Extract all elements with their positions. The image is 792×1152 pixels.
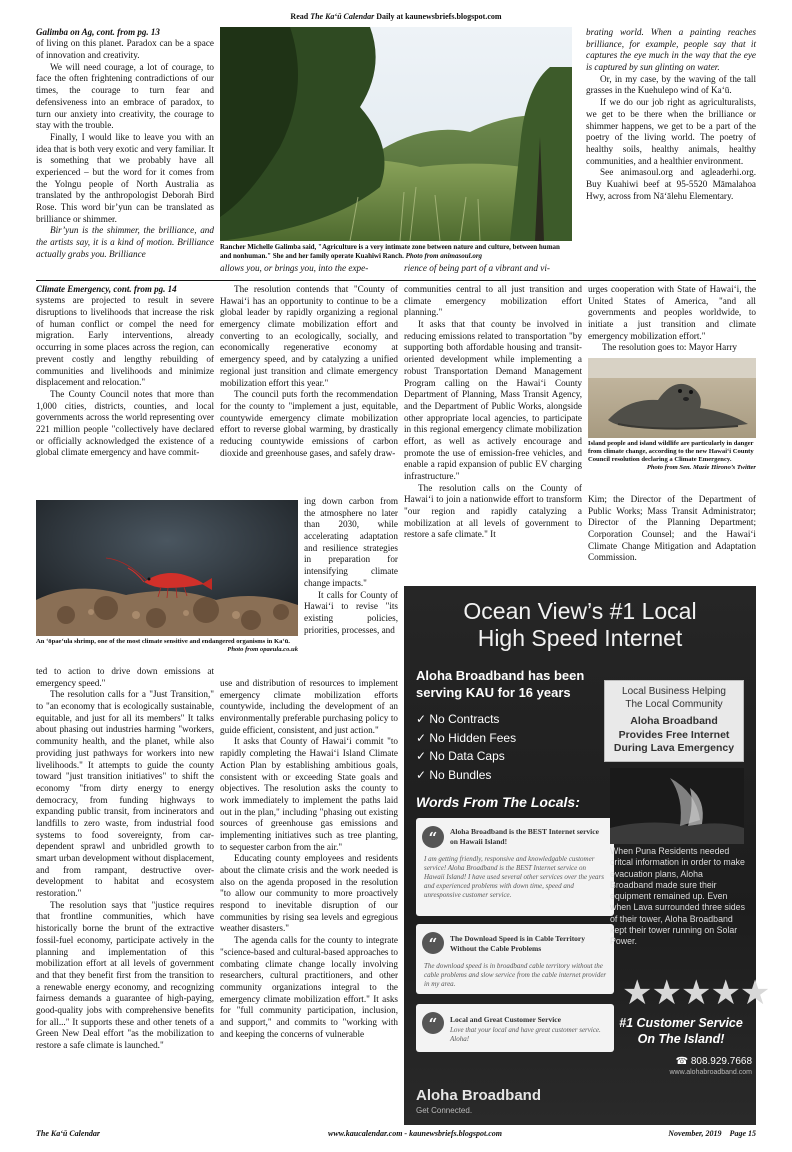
- climate-c3-p3: The resolution calls on the County of Hawai‘i to join a nationwide effort to transform "our region and rapidly catalyzing a mobilization at all levels of government to restore a safe climate." It: [404, 482, 582, 540]
- quote-icon: “: [422, 1012, 444, 1034]
- header-publication: The Ka‘ū Calendar: [310, 12, 375, 21]
- galimba-p4: Bir’yun is the shimmer, the brilliance, and the artists say, it is a kind of motion. Brilliance actually grabs you. Brilliance: [36, 225, 214, 259]
- rating-stars: ★★★★★: [622, 974, 770, 1012]
- climate-c2-p3: use and distribution of resources to implement emergency climate mobilization efforts countywide, including the development of an environmentally preferable purchasing policy to guide efficient, consistent, and just action.": [220, 678, 398, 735]
- climate-column-4b: [588, 494, 756, 564]
- footer-websites: www.kaucalendar.com - kaunewsbriefs.blogspot.com: [328, 1129, 502, 1138]
- lava-photo: [610, 768, 744, 844]
- ad-benefits-list: [416, 710, 596, 784]
- climate-c3-p1: communities central to all just transition and climate emergency mobilization effort planning.": [404, 284, 582, 318]
- climate-c2-wrap2: It calls for County of Hawai‘i to revise "its existing policies, priorities, processes, and: [304, 589, 398, 635]
- climate-column-4: [588, 284, 756, 354]
- quote-icon: “: [422, 826, 444, 848]
- footer-date-page: November, 2019 Page 15: [668, 1129, 756, 1138]
- phone-number: ☎ 808.929.7668: [675, 1056, 752, 1067]
- climate-column-2: [220, 284, 398, 459]
- climate-column-1: [36, 284, 214, 459]
- seal-photo: [588, 358, 756, 438]
- galimba-p1: of living on this planet. Paradox can be a space of innovation and creativity.: [36, 38, 214, 61]
- testimonial-body: The download speed is in broadband cable territory without the cable problems and slow service from the cable internet provider in my area.: [424, 962, 607, 989]
- climate-column-1b: [36, 666, 214, 1052]
- climate-c4-p2: The resolution goes to: Mayor Harry: [602, 342, 737, 353]
- section-divider: [36, 280, 756, 281]
- climate-column-2-wrap: [304, 496, 398, 636]
- ad-website: www.alohabroadband.com: [669, 1069, 752, 1076]
- ranch-photo: [220, 27, 572, 241]
- climate-c1-p2: The County Council notes that more than 1,000 cities, districts, counties, and local governments across the world representing over 221 million people "collectively have declared or officially acknowledged the existence of a global climate emergency and have commit-: [36, 388, 214, 458]
- ad-serving: Aloha Broadband has been serving KAU for 16 years: [416, 668, 585, 700]
- climate-c4-p3: Kim; the Director of the Department of Public Works; Mass Transit Administrator; Director of the Planning Department; Corporation Counsel; and the Hawai‘i Climate Change Mitigation and Adaptation Commission.: [588, 494, 756, 563]
- galimba-p3: Finally, I would like to leave you with an idea that is both very exotic and very familiar. It is something that we probably have all experienced – but the word for it comes from the Yolngu people of North Australia as translated by the anthropologist Deborah Bird Rose. This word bir’yun can be translated as brilliance or shimmer.: [36, 131, 214, 224]
- climate-c2-p1: The resolution contends that "County of Hawai‘i has an opportunity to continue to be a global leader by rapidly organizing a regional emergency climate mobilization effort and converting to an ecologically, socially, and economically regenerative economy at emergency speed, and by catalyzing a unified regional just transition and climate emergency mobilization effort this year.": [220, 284, 398, 388]
- galimba-span-a: allows you, or brings you, into the expe-: [220, 263, 369, 273]
- climate-c1-p5: The resolution says that "justice requires that frontline communities, which have historically borne the brunt of the extractive fossil-fuel economy, participate actively in the planning and implementation of this mobilization effort at all levels of government and that they benefit first from the transition to a renewable energy economy, and recognizing fairness demands a guarantee of high-paying, good-quality jobs with comprehensive benefits for all..." It supports these and other tenets of a Green New Deal effort "as the mobilization to restore a safe climate is launched.": [36, 899, 214, 1050]
- ad-benefit: ✓ No Contracts: [416, 712, 500, 726]
- ad-words-heading: Words From The Locals:: [416, 794, 580, 810]
- testimonial-title: The Download Speed is in Cable Territory Without the Cable Problems: [450, 934, 586, 953]
- testimonial-body: Love that your local and have great customer service. Aloha!: [450, 1026, 601, 1044]
- seal-caption: Island people and island wildlife are particularly in danger from climate change, according to the new Hawai‘i County Council resolution declaring a Climate Emergency. Photo from Sen. Mazie Hirono’s Twitter: [588, 440, 756, 472]
- climate-c1-p1: systems are projected to result in severe disruptions to livelihoods that increase the risk of human conflict or compel the need for migration. Early interventions, already occurring in some places across the region, can prevent costly and lengthy rebuilding of communities and livelihoods and minimize displacement and relocation.": [36, 295, 214, 388]
- testimonial-title: Local and Great Customer Service: [450, 1015, 561, 1024]
- testimonial-card: [416, 924, 614, 994]
- ranch-caption: Rancher Michelle Galimba said, "Agriculture is a very intimate zone between nature and culture, between human and nonhuman." She and her family operate Kuahiwi Ranch. Photo from animasoul.org: [220, 243, 560, 260]
- seal-photo-credit: Photo from Sen. Mazie Hirono’s Twitter: [646, 464, 756, 472]
- shrimp-photo-credit: Photo from opaeula.co.uk: [227, 646, 298, 654]
- customer-service-claim: #1 Customer Service On The Island!: [619, 1016, 743, 1046]
- shrimp-photo: [36, 500, 298, 636]
- local-business-box: Local Business Helping The Local Community Aloha Broadband Provides Free Internet During Lava Emergency: [604, 680, 744, 762]
- shrimp-caption: An ‘ōpae‘ula shrimp, one of the most climate sensitive and endangered organisms in Ka‘ū. Photo from opaeula.co.uk: [36, 638, 298, 654]
- ranch-photo-credit: Photo from animasoul.org: [405, 251, 483, 260]
- phone-icon: ☎: [675, 1056, 689, 1067]
- ad-benefit: ✓ No Bundles: [416, 767, 492, 782]
- testimonial-body: I am getting friendly, responsive and knowledgable customer service! Aloha Broadband is the BEST Internet service on Hawaii Island! I have used several other services over the years and experienced problems with down time, speed and unresponsive customer service.: [424, 855, 605, 900]
- climate-c1-p4: The resolution calls for a "Just Transition," to "an economy that is ecologically sustainable, equitable, and just for all its members" It talks about phasing out industries harming "workers, community health, and the planet, while also providing just pathways for workers into new livelihoods." It attempts to guide the county toward "just transition initiatives" to shift the economy "from dirty energy to energy democracy, from funding highways to expanding public transit, from incinerators and landfills to zero waste, from industrial food systems to food sovereignty, from car- dependent sprawl and unbridled growth to smart urban development without displacement, and from rampant, destructive over-development to habitat and ecosystem restoration.": [36, 689, 214, 899]
- galimba-r2: Or, in my case, by the waving of the tall grasses in the Kuehulepo wind of Ka‘ū.: [586, 73, 756, 96]
- ad-benefit: ✓ No Hidden Fees: [416, 730, 517, 745]
- page-header: Read The Ka‘ū Calendar Daily at kaunewsbriefs.blogspot.com: [290, 12, 502, 21]
- aloha-broadband-ad: [404, 586, 770, 1125]
- climate-c3-p2: It asks that that county be involved in reducing emissions related to transportation "by supporting both affordable housing and transit-oriented development while implementing a robust Transportation Demand Management Program calling on the Hawai‘i County Department of Planning, Mass Transit Agency, and the Department of Public Works, alongside other appropriate local agencies, to participate in this regional emergency climate mobilization effort, as well as actively encourage and promote the use of emission-free vehicles, and enable a rapid expansion of public EV charging infrastructure.": [404, 319, 582, 481]
- galimba-p2: We will need courage, a lot of courage, to face the often frightening contradictions of our times, the courage to turn fear and defensiveness into an embrace of paradox, to turn our anxiety into creativity, the courage to stay with the trouble.: [36, 61, 214, 131]
- testimonial-card: [416, 1004, 614, 1052]
- galimba-column-3: [586, 27, 756, 202]
- galimba-r3: If we do our job right as agriculturalists, we get to be there when the brilliance or shimmer happens, we get to be a part of the poetry of the living world. The poetry of healthy soils, healthy animals, healthy communities, and a healthier environment.: [586, 97, 756, 166]
- galimba-r1: brating world. When a painting reaches brilliance, for example, people say that it captures the eye much in the way that the eye is captured by sun glinting on water.: [586, 27, 756, 73]
- climate-kicker: Climate Emergency, cont. from pg. 14: [36, 284, 177, 294]
- ad-title: Ocean View’s #1 Local High Speed Internet: [463, 598, 697, 652]
- climate-c2-p6: The agenda calls for the county to integrate "science-based and cultural-based approaches to combating climate change locally involving researchers, cultural practitioners, and other community organizations integral to the emergency climate mobilization effort." It asks for "full community participation, inclusion, and support," and commits to "working with and keeping the concerns of vulnerable: [220, 935, 398, 1039]
- galimba-r4: See animasoul.org and agleaderhi.org. Buy Kuahiwi beef at 95-5520 Māmalahoa Hwy, across from Nā‘ālehu Elementary.: [586, 167, 756, 201]
- climate-c2-p4: It asks that County of Hawai‘i commit "to rapidly completing the Hawai‘i Island Climate Action Plan by establishing ambitious goals, consistent with or exceeding State goals and objectives. The resolution asks the county to work immediately to implement the paths laid out in the plan," including "phasing out existing sources of greenhouse gas emissions and implementing initiatives such as tree planting, to sequester carbon from the air.": [220, 736, 398, 852]
- climate-c2-p5: Educating county employees and residents about the climate crisis and the work needed is also on the agenda proposed in the resolution "to allow our community to more proactively respond to inevitable disruption of our communities by rising sea levels and egregious weather disasters.": [220, 853, 398, 934]
- ad-benefit: ✓ No Data Caps: [416, 749, 505, 764]
- climate-c1-p3: ted to action to drive down emissions at emergency speed.": [36, 666, 214, 688]
- climate-column-2b: [220, 678, 398, 1040]
- climate-c4-p1: urges cooperation with State of Hawai‘i, the United States of America, "and all governments and peoples worldwide, to initiate a just transition and climate emergency mobilization effort.": [588, 284, 756, 341]
- climate-column-3: [404, 284, 582, 541]
- lava-story: When Puna Residents needed critcal information in order to make evacuation plans, Aloha Broadband made sure their equipment remained up. Even when Lava surrounded three sides of their tower, Aloha Broadband kept their tower running on Solar Power.: [610, 846, 745, 946]
- climate-c2-wrap: ing down carbon from the atmosphere no later than 2030, while accelerating adaptation and resilience strategies in preparation for intensifying climate change impacts.": [304, 496, 398, 588]
- galimba-kicker: Galimba on Ag, cont. from pg. 13: [36, 27, 160, 37]
- testimonial-card: [416, 818, 614, 916]
- testimonial-title: Aloha Broadband is the BEST Internet service on Hawaii Island!: [450, 827, 599, 846]
- footer-publication: The Ka‘ū Calendar: [36, 1129, 101, 1138]
- climate-c2-p2: The council puts forth the recommendation for the county to "implement a just, equitable, countywide emergency climate mobilization effort to reverse global warming, by drastically reducing countywide emissions of carbon dioxide and greenhouse gases, and safely draw-: [220, 389, 398, 458]
- ad-brand-logo: Aloha Broadband Get Connected.: [416, 1087, 542, 1116]
- galimba-span-b: rience of being part of a vibrant and vi-: [404, 263, 550, 273]
- quote-icon: “: [422, 932, 444, 954]
- galimba-column-1: [36, 27, 214, 260]
